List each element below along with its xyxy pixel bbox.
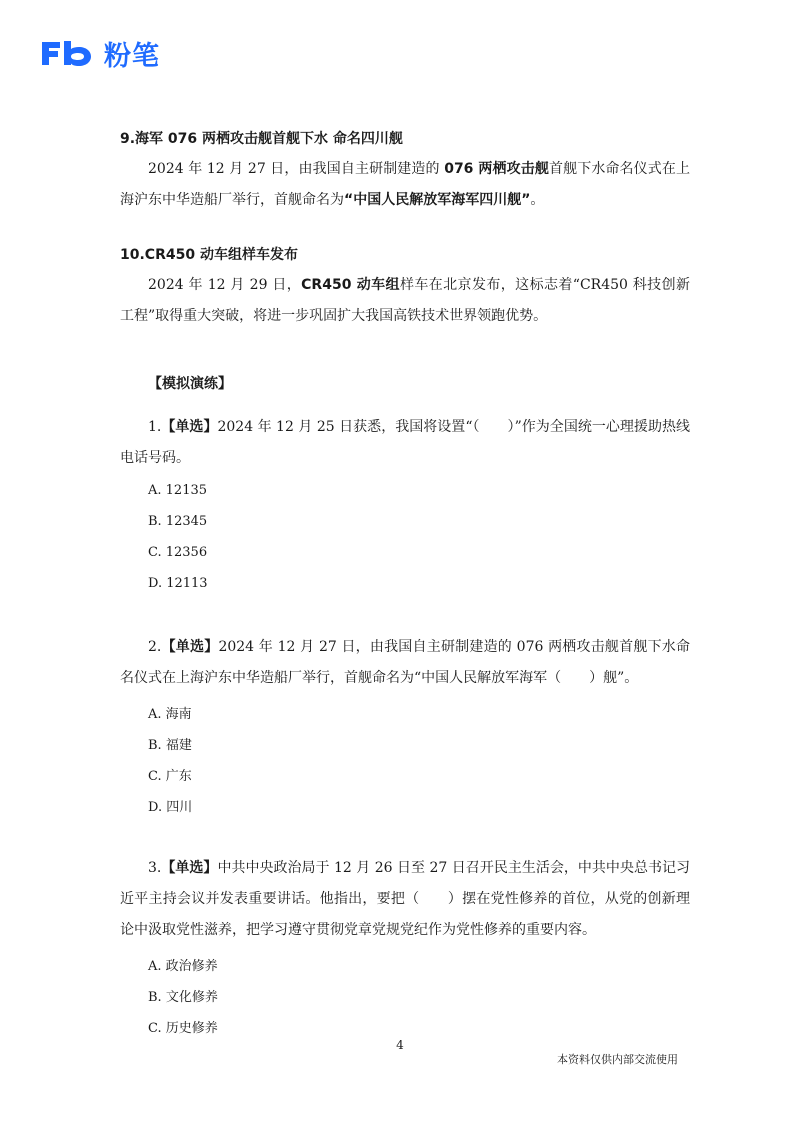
question-number: 2. (148, 639, 162, 655)
question-tag: 【单选】 (161, 639, 219, 655)
question-3 (120, 853, 690, 946)
bold-run: 076 两栖攻击舰 (444, 161, 549, 177)
question-text: 中共中央政治局于 12 月 26 日至 27 日召开民主生活会，中共中央总书记习近平主持会议并发表重要讲话。他指出，要把（ ）摆在党性修养的首位，从党的创新理论中汲取党性滋养，把学习遵守贯彻党章党规党纪作为党性修养的重要内容。 (120, 860, 691, 938)
fb-logo-icon (38, 38, 100, 68)
option-c[interactable]: C. 12356 (148, 545, 208, 560)
option-a[interactable]: A. 海南 (148, 707, 192, 722)
question-text: 2024 年 12 月 25 日获悉，我国将设置“（ ）”作为全国统一心理援助热线电话号码。 (120, 419, 690, 466)
news-title: 9.海军 076 两栖攻击舰首舰下水 命名四川舰 (120, 131, 403, 147)
option-a[interactable]: A. 12135 (148, 483, 208, 498)
option-b[interactable]: B. 福建 (148, 738, 192, 753)
text-run: 首舰下水命名仪式在上海沪东中华造船厂举行，首舰命名为 (120, 161, 690, 208)
footer-note: 本资料仅供内部交流使用 (557, 1053, 678, 1066)
option-c[interactable]: C. 历史修养 (148, 1021, 218, 1036)
bold-run: “中国人民解放军海军四川舰” (344, 192, 531, 208)
bold-run: CR450 动车组 (301, 277, 400, 293)
question-text: 2024 年 12 月 27 日，由我国自主研制建造的 076 两栖攻击舰首舰下水命名仪式在上海沪东中华造船厂举行，首舰命名为“中国人民解放军海军（ ）舰”。 (120, 639, 690, 686)
question-stem (120, 412, 690, 474)
option-d[interactable]: D. 12113 (148, 576, 208, 591)
news-item-10 (120, 246, 690, 332)
brand-name: 粉笔 (104, 40, 160, 72)
option-b[interactable]: B. 12345 (148, 514, 208, 529)
question-2 (120, 632, 690, 694)
text-run: 。 (530, 192, 545, 208)
text-run: 样车在北京发布，这标志着“CR450 科技创新工程”取得重大突破，将进一步巩固扩大我国高铁技术世界领跑优势。 (120, 277, 690, 324)
page-number: 4 (396, 1038, 404, 1052)
question-1 (120, 412, 690, 474)
text-run: 2024 年 12 月 27 日，由我国自主研制建造的 (148, 161, 445, 177)
question-stem (120, 853, 690, 946)
question-number: 3. (148, 860, 162, 876)
news-paragraph (120, 154, 690, 216)
question-number: 1. (148, 419, 162, 435)
option-d[interactable]: D. 四川 (148, 800, 193, 815)
news-title: 10.CR450 动车组样车发布 (120, 247, 298, 263)
option-c[interactable]: C. 广东 (148, 769, 192, 784)
option-a[interactable]: A. 政治修养 (148, 959, 218, 974)
option-b[interactable]: B. 文化修养 (148, 990, 218, 1005)
question-tag: 【单选】 (161, 860, 218, 876)
brand-logo (38, 36, 160, 70)
section-title: 【模拟演练】 (148, 376, 232, 392)
news-item-9 (120, 130, 690, 216)
text-run: 2024 年 12 月 29 日， (148, 277, 302, 293)
question-stem (120, 632, 690, 694)
news-paragraph (120, 270, 690, 332)
question-tag: 【单选】 (161, 419, 218, 435)
